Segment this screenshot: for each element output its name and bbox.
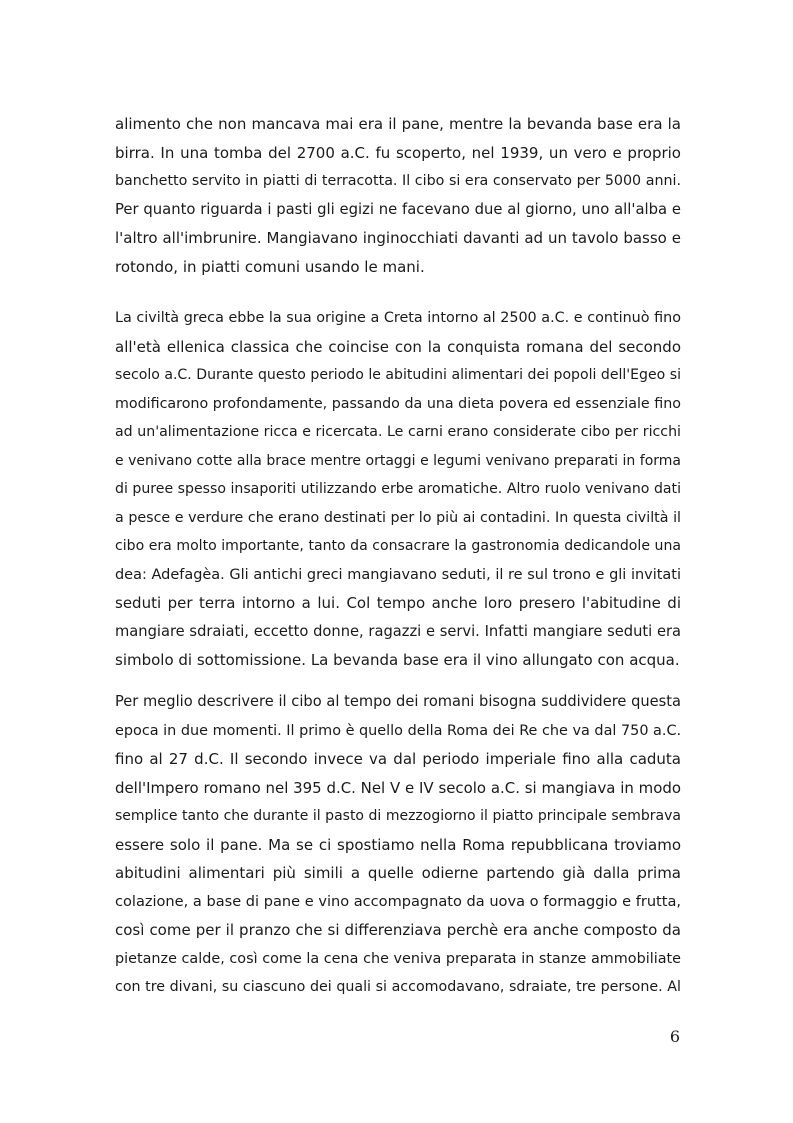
text-line: epoca in due momenti. Il primo è quello della Roma dei Re che va dal 750 a.C.	[115, 722, 682, 739]
text-line: dea: Adefagèa. Gli antichi greci mangiavano seduti, il re sul trono e gli invitati	[115, 566, 681, 583]
text-line: La civiltà greca ebbe la sua origine a Creta intorno al 2500 a.C. e continuò fino	[115, 310, 681, 326]
text-line: ad un'alimentazione ricca e ricercata. Le carni erano considerate cibo per ricchi	[115, 424, 681, 440]
text-line: pietanze calde, così come la cena che veniva preparata in stanze ammobiliate	[115, 950, 681, 967]
text-line: all'età ellenica classica che coincise con la conquista romana del secondo	[115, 337, 681, 356]
text-line: rotondo, in piatti comuni usando le mani.	[115, 257, 425, 276]
text-line: con tre divani, su ciascuno dei quali si accomodavano, sdraiate, tre persone. Al	[115, 979, 681, 995]
text-line: secolo a.C. Durante questo periodo le abitudini alimentari dei popoli dell'Egeo si	[115, 367, 681, 383]
text-line: a pesce e verdure che erano destinati per lo più ai contadini. In questa civiltà il	[115, 509, 681, 526]
text-line: e venivano cotte alla brace mentre ortaggi e legumi venivano preparati in forma	[115, 452, 681, 469]
paragraph-egypt	[115, 110, 681, 281]
text-line: modificarono profondamente, passando da una dieta povera ed essenziale fino	[115, 395, 681, 412]
text-line: fino al 27 d.C. Il secondo invece va dal periodo imperiale fino alla caduta	[115, 750, 681, 768]
text-line: di puree spesso insaporiti utilizzando erbe aromatiche. Altro ruolo venivano dati	[115, 481, 681, 497]
text-line: seduti per terra intorno a lui. Col tempo anche loro presero l'abitudine di	[115, 594, 681, 612]
text-line: dell'Impero romano nel 395 d.C. Nel V e IV secolo a.C. si mangiava in modo	[115, 778, 681, 797]
text-line: banchetto servito in piatti di terracotta. Il cibo si era conservato per 5000 anni.	[115, 173, 681, 189]
text-line: birra. In una tomba del 2700 a.C. fu scoperto, nel 1939, un vero e proprio	[115, 143, 681, 162]
text-line: così come per il pranzo che si differenziava perchè era anche composto da	[115, 921, 681, 939]
text-line: Per meglio descrivere il cibo al tempo dei romani bisogna suddividere questa	[115, 693, 681, 710]
text-line: essere solo il pane. Ma se ci spostiamo nella Roma repubblicana troviamo	[115, 835, 681, 854]
text-line: semplice tanto che durante il pasto di mezzogiorno il piatto principale sembrava	[115, 808, 681, 824]
text-line: simbolo di sottomissione. La bevanda base era il vino allungato con acqua.	[115, 651, 680, 669]
text-line: abitudini alimentari più simili a quelle odierne partendo già dalla prima	[115, 864, 681, 882]
paragraph-rome	[115, 688, 681, 1002]
paragraph-greece	[115, 304, 681, 675]
text-line: alimento che non mancava mai era il pane, mentre la bevanda base era la	[115, 115, 681, 133]
page-number: 6	[669, 1027, 680, 1046]
text-line: Per quanto riguarda i pasti gli egizi ne facevano due al giorno, uno all'alba e	[115, 200, 681, 218]
text-line: l'altro all'imbrunire. Mangiavano inginocchiati davanti ad un tavolo basso e	[115, 229, 681, 247]
text-line: colazione, a base di pane e vino accompagnato da uova o formaggio e frutta,	[115, 892, 681, 910]
text-line: mangiare sdraiati, eccetto donne, ragazzi e servi. Infatti mangiare seduti era	[115, 622, 681, 640]
text-line: cibo era molto importante, tanto da consacrare la gastronomia dedicandole una	[115, 538, 681, 554]
